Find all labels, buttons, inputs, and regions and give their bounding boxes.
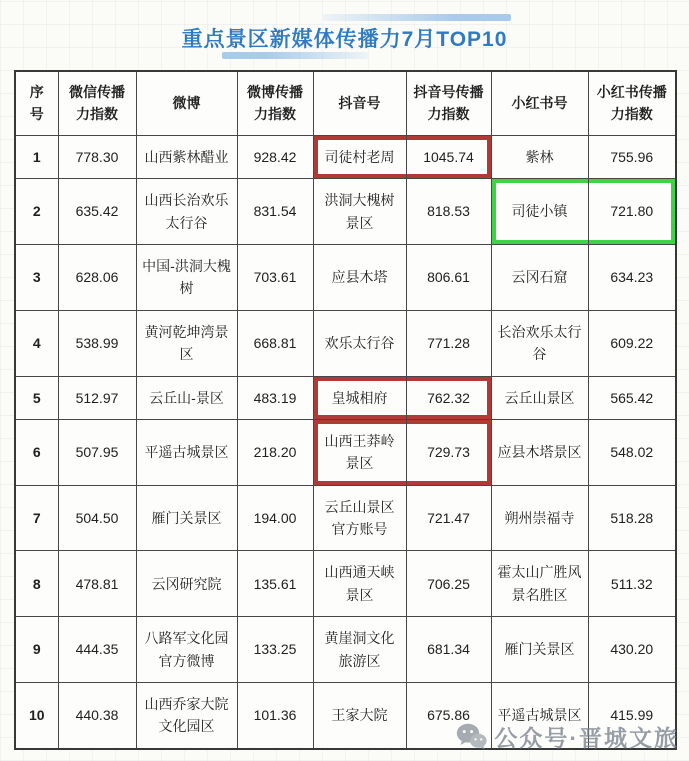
table-body — [15, 135, 676, 749]
cell-xhs-index: 721.80 — [588, 179, 676, 245]
cell-xhs: 司徒小镇 — [491, 179, 588, 245]
cell-weibo: 平遥古城景区 — [136, 419, 237, 485]
table-row — [15, 244, 676, 310]
table-row — [15, 551, 676, 617]
cell-douyin-index: 1045.74 — [406, 135, 491, 178]
cell-douyin-index: 675.86 — [406, 683, 491, 749]
cell-wechat-index: 478.81 — [58, 551, 136, 617]
cell-wechat-index: 440.38 — [58, 683, 136, 749]
cell-weibo: 山西紫林醋业 — [136, 135, 237, 178]
header-cell-3: 微博传播力指数 — [237, 71, 313, 135]
cell-weibo-index: 101.36 — [237, 683, 313, 749]
cell-no: 7 — [15, 485, 58, 551]
cell-weibo: 八路军文化园官方微博 — [136, 617, 237, 683]
cell-xhs: 朔州崇福寺 — [491, 485, 588, 551]
cell-weibo-index: 133.25 — [237, 617, 313, 683]
cell-wechat-index: 507.95 — [58, 419, 136, 485]
cell-douyin: 应县木塔 — [313, 244, 406, 310]
cell-xhs: 紫林 — [491, 135, 588, 178]
cell-wechat-index: 538.99 — [58, 310, 136, 376]
cell-douyin: 洪洞大槐树景区 — [313, 179, 406, 245]
cell-douyin-index: 762.32 — [406, 376, 491, 419]
wechat-official-account-icon — [456, 723, 487, 750]
cell-weibo: 黄河乾坤湾景区 — [136, 310, 237, 376]
cell-weibo-index: 831.54 — [237, 179, 313, 245]
table-row — [15, 485, 676, 551]
cell-xhs-index: 415.99 — [588, 683, 676, 749]
cell-douyin: 黄崖洞文化旅游区 — [313, 617, 406, 683]
page-title: 重点景区新媒体传播力7月TOP10 — [181, 28, 508, 51]
ranking-table — [14, 70, 677, 750]
cell-no: 6 — [15, 419, 58, 485]
cell-wechat-index: 504.50 — [58, 485, 136, 551]
cell-wechat-index: 635.42 — [58, 179, 136, 245]
cell-xhs-index: 565.42 — [588, 376, 676, 419]
cell-douyin: 皇城相府 — [313, 376, 406, 419]
cell-douyin-index: 681.34 — [406, 617, 491, 683]
header-row — [15, 71, 676, 135]
cell-douyin-index: 806.61 — [406, 244, 491, 310]
cell-weibo-index: 194.00 — [237, 485, 313, 551]
cell-xhs: 霍太山广胜风景名胜区 — [491, 551, 588, 617]
title-decor-bar-bottom — [222, 52, 368, 59]
cell-xhs-index: 511.32 — [588, 551, 676, 617]
cell-douyin-index: 771.28 — [406, 310, 491, 376]
cell-xhs-index: 609.22 — [588, 310, 676, 376]
header-cell-2: 微博 — [136, 71, 237, 135]
cell-xhs-index: 548.02 — [588, 419, 676, 485]
table-row — [15, 376, 676, 419]
title-decor-bar-top — [323, 14, 511, 21]
cell-weibo-index: 703.61 — [237, 244, 313, 310]
cell-xhs: 长治欢乐太行谷 — [491, 310, 588, 376]
header-cell-7: 小红书传播力指数 — [588, 71, 676, 135]
cell-weibo: 雁门关景区 — [136, 485, 237, 551]
cell-wechat-index: 628.06 — [58, 244, 136, 310]
table-row — [15, 135, 676, 178]
table-row — [15, 310, 676, 376]
cell-no: 3 — [15, 244, 58, 310]
cell-no: 8 — [15, 551, 58, 617]
cell-xhs-index: 755.96 — [588, 135, 676, 178]
cell-wechat-index: 444.35 — [58, 617, 136, 683]
cell-xhs: 平遥古城景区 — [491, 683, 588, 749]
watermark-text: 公众号·晋城文旅 — [494, 725, 679, 751]
cell-xhs-index: 518.28 — [588, 485, 676, 551]
cell-xhs: 雁门关景区 — [491, 617, 588, 683]
cell-weibo: 云冈研究院 — [136, 551, 237, 617]
header-cell-1: 微信传播力指数 — [58, 71, 136, 135]
cell-no: 2 — [15, 179, 58, 245]
cell-douyin-index: 818.53 — [406, 179, 491, 245]
cell-douyin-index: 721.47 — [406, 485, 491, 551]
header-cell-4: 抖音号 — [313, 71, 406, 135]
header-cell-6: 小红书号 — [491, 71, 588, 135]
table-row — [15, 419, 676, 485]
header-cell-5: 抖音号传播力指数 — [406, 71, 491, 135]
cell-douyin: 山西王莽岭景区 — [313, 419, 406, 485]
cell-weibo-index: 928.42 — [237, 135, 313, 178]
cell-xhs-index: 634.23 — [588, 244, 676, 310]
cell-xhs: 云冈石窟 — [491, 244, 588, 310]
cell-douyin: 欢乐太行谷 — [313, 310, 406, 376]
cell-weibo: 山西长治欢乐太行谷 — [136, 179, 237, 245]
cell-douyin: 王家大院 — [313, 683, 406, 749]
header-cell-0: 序号 — [15, 71, 58, 135]
cell-no: 9 — [15, 617, 58, 683]
watermark — [456, 720, 679, 753]
cell-wechat-index: 778.30 — [58, 135, 136, 178]
cell-douyin-index: 706.25 — [406, 551, 491, 617]
cell-douyin: 云丘山景区官方账号 — [313, 485, 406, 551]
cell-wechat-index: 512.97 — [58, 376, 136, 419]
cell-no: 5 — [15, 376, 58, 419]
table-row — [15, 179, 676, 245]
cell-weibo: 云丘山-景区 — [136, 376, 237, 419]
cell-xhs: 应县木塔景区 — [491, 419, 588, 485]
cell-douyin: 山西通天峡景区 — [313, 551, 406, 617]
cell-weibo-index: 218.20 — [237, 419, 313, 485]
cell-douyin-index: 729.73 — [406, 419, 491, 485]
cell-no: 10 — [15, 683, 58, 749]
cell-douyin: 司徒村老周 — [313, 135, 406, 178]
cell-weibo-index: 483.19 — [237, 376, 313, 419]
cell-weibo: 山西乔家大院文化园区 — [136, 683, 237, 749]
cell-weibo: 中国-洪洞大槐树 — [136, 244, 237, 310]
cell-weibo-index: 135.61 — [237, 551, 313, 617]
cell-no: 4 — [15, 310, 58, 376]
table-row — [15, 617, 676, 683]
cell-xhs-index: 430.20 — [588, 617, 676, 683]
cell-no: 1 — [15, 135, 58, 178]
cell-xhs: 云丘山景区 — [491, 376, 588, 419]
cell-weibo-index: 668.81 — [237, 310, 313, 376]
